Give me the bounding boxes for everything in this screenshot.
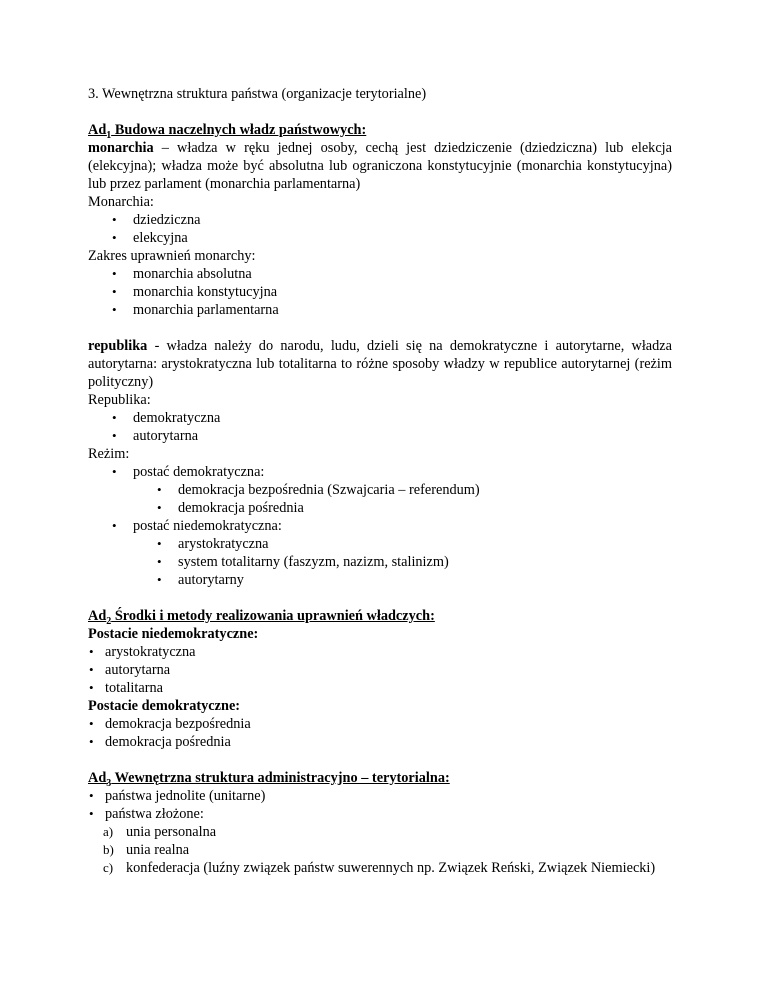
demo-list	[88, 715, 672, 751]
structure-list	[88, 787, 672, 823]
niedemo-list	[88, 643, 672, 697]
section-3-heading: $Ad_3$ Wewnętrzna struktura administracyjno – terytorialna:	[88, 770, 450, 789]
monarchia-definition: monarchia – władza w ręku jednej osoby, cechą jest dziedziczenie (dziedziczna) lub elekcja (elekcyjna); władza może być absolutna lub ograniczona konstytucyjnie (monarchia konstytucyjna) lub przez parlament (monarchia parlamentarna)	[88, 140, 672, 192]
list-item: • elekcyjna	[112, 230, 188, 246]
document-page	[88, 85, 672, 877]
compound-state-list	[88, 823, 672, 877]
document-title: 3. Wewnętrzna struktura państwa (organizacje terytorialne)	[88, 86, 427, 102]
list-item: • monarchia parlamentarna	[112, 302, 279, 318]
list-item: a) unia personalna	[103, 824, 217, 840]
list-item: • totalitarna	[89, 680, 163, 696]
list-item: • postać demokratyczna:	[112, 464, 265, 480]
republika-definition: republika - władza należy do narodu, ludu, dzieli się na demokratyczne i autorytarne, władza autorytarna: arystokratyczna lub totalitarna to różne sposoby władzy w republice autorytarnej (reżim polityczny)	[88, 338, 672, 390]
list-item: • monarchia konstytucyjna	[112, 284, 278, 300]
list-item: • państwa jednolite (unitarne)	[89, 788, 266, 804]
list-item: • demokracja bezpośrednia	[89, 716, 251, 732]
list-item: • demokratyczna	[112, 410, 221, 426]
list-item: • arystokratyczna	[157, 536, 269, 552]
monarchia-list	[88, 211, 672, 247]
section-2-heading: $Ad_2$ Środki i metody realizowania uprawnień władczych:	[88, 608, 435, 627]
list-item: • dziedziczna	[112, 212, 201, 228]
republika-list	[88, 409, 672, 445]
monarchia-label: Monarchia:	[88, 194, 154, 210]
list-item: • autorytarna	[112, 428, 199, 444]
zakres-list	[88, 265, 672, 319]
niedemo-label: Postacie niedemokratyczne:	[88, 626, 259, 642]
list-item: • demokracja bezpośrednia (Szwajcaria – referendum)	[157, 482, 480, 498]
list-item: • autorytarna	[89, 662, 171, 678]
republika-label: Republika:	[88, 392, 151, 408]
list-item: • system totalitarny (faszyzm, nazizm, stalinizm)	[157, 554, 449, 570]
list-item: • demokracja pośrednia	[157, 500, 304, 516]
monarchia-term: monarchia	[88, 140, 154, 156]
list-item: c) konfederacja (luźny związek państw suwerennych np. Związek Reński, Związek Niemiecki)	[103, 860, 656, 876]
section-1-heading: $Ad_1$ Budowa naczelnych władz państwowych:	[88, 122, 367, 141]
demo-label: Postacie demokratyczne:	[88, 698, 241, 714]
zakres-label: Zakres uprawnień monarchy:	[88, 248, 256, 264]
rezim-label: Reżim:	[88, 446, 130, 462]
list-item: • monarchia absolutna	[112, 266, 252, 282]
list-item: • autorytarny	[157, 572, 244, 588]
list-item: • arystokratyczna	[89, 644, 196, 660]
rezim-list	[88, 463, 672, 589]
republika-term: republika	[88, 338, 148, 354]
list-item: • postać niedemokratyczna:	[112, 518, 282, 534]
list-item: • demokracja pośrednia	[89, 734, 231, 750]
list-item: • państwa złożone:	[89, 806, 204, 822]
list-item: b) unia realna	[103, 842, 190, 858]
